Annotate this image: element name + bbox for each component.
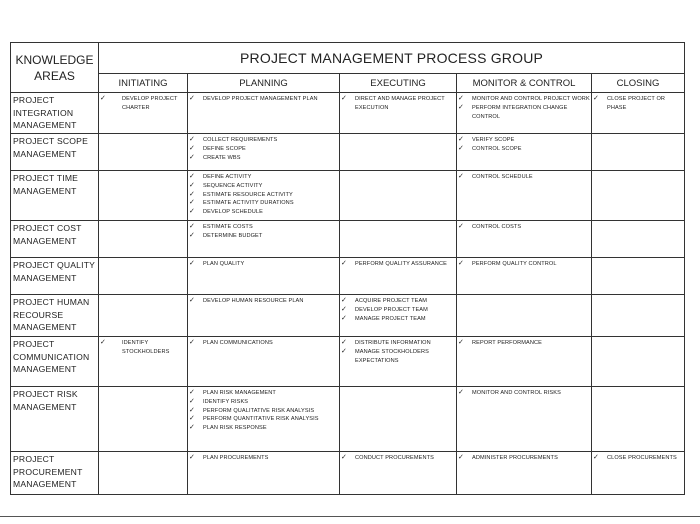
table-title: PROJECT MANAGEMENT PROCESS GROUP [99, 43, 685, 74]
process-name: DIRECT AND MANAGE PROJECT EXECUTION [355, 96, 445, 111]
checkmark-icon: ✓ [458, 339, 464, 346]
process-item [457, 104, 591, 122]
process-item [457, 95, 591, 104]
process-list [457, 258, 591, 269]
cell-initiating [99, 295, 188, 337]
checkmark-icon: ✓ [341, 347, 347, 355]
process-item [188, 398, 339, 407]
knowledge-area-label: PROJECT PROCUREMENT MANAGEMENT [11, 452, 99, 495]
page-bottom-rule [0, 516, 700, 517]
process-item [457, 223, 591, 232]
checkmark-icon: ✓ [189, 397, 195, 405]
checkmark-icon: ✓ [189, 454, 195, 461]
cell-planning [188, 93, 340, 134]
knowledge-area-label: PROJECT COMMUNICATION MANAGEMENT [11, 337, 99, 387]
process-list [188, 337, 339, 348]
checkmark-icon: ✓ [189, 136, 195, 143]
table-row [11, 171, 685, 221]
checkmark-icon: ✓ [341, 305, 347, 313]
process-item [188, 136, 339, 145]
process-item [188, 208, 339, 217]
cell-initiating [99, 221, 188, 258]
checkmark-icon: ✓ [593, 95, 599, 102]
table-row [11, 134, 685, 171]
cell-closing [592, 295, 685, 337]
checkmark-icon: ✓ [189, 260, 195, 267]
process-item [340, 260, 456, 269]
process-list [188, 387, 339, 433]
process-item [457, 454, 591, 463]
process-list [592, 93, 684, 113]
process-name: ACQUIRE PROJECT TEAM [355, 298, 428, 304]
checkmark-icon: ✓ [458, 144, 464, 152]
process-list [457, 337, 591, 348]
checkmark-icon: ✓ [341, 297, 347, 304]
process-name: PLAN PROCUREMENTS [203, 455, 269, 461]
table-row [11, 295, 685, 337]
phase-header-initiating: INITIATING [99, 74, 188, 93]
process-name: PLAN RISK MANAGEMENT [203, 390, 276, 396]
process-name: VERIFY SCOPE [472, 137, 515, 143]
process-item [188, 223, 339, 232]
checkmark-icon: ✓ [100, 339, 106, 346]
cell-monitor-control [457, 387, 592, 452]
knowledge-area-label: PROJECT TIME MANAGEMENT [11, 171, 99, 221]
process-item [188, 199, 339, 208]
table-row [11, 387, 685, 452]
process-name: CLOSE PROJECT OR PHASE [607, 96, 666, 111]
phase-header-closing: CLOSING [592, 74, 685, 93]
process-name: DEVELOP PROJECT MANAGEMENT PLAN [203, 96, 318, 102]
process-list [340, 295, 456, 323]
phase-header-planning: PLANNING [188, 74, 340, 93]
process-item [188, 154, 339, 163]
checkmark-icon: ✓ [458, 223, 464, 230]
knowledge-area-label: PROJECT RISK MANAGEMENT [11, 387, 99, 452]
cell-planning [188, 258, 340, 295]
process-list [188, 452, 339, 463]
checkmark-icon: ✓ [189, 424, 195, 432]
process-list [340, 337, 456, 365]
checkmark-icon: ✓ [458, 454, 464, 461]
process-name: PLAN QUALITY [203, 261, 245, 267]
process-name: DETERMINE BUDGET [203, 232, 263, 239]
cell-closing [592, 258, 685, 295]
process-list [457, 93, 591, 121]
cell-executing [340, 258, 457, 295]
table-row [11, 452, 685, 495]
table-row [11, 337, 685, 387]
phase-header-executing: EXECUTING [340, 74, 457, 93]
process-item [188, 415, 339, 424]
cell-executing [340, 295, 457, 337]
table-row [11, 93, 685, 134]
process-list [457, 221, 591, 232]
cell-initiating [99, 93, 188, 134]
process-name: PERFORM QUALITY CONTROL [472, 261, 557, 267]
process-name: COLLECT REQUIREMENTS [203, 137, 278, 143]
process-name: PERFORM QUALITY ASSURANCE [355, 261, 447, 267]
checkmark-icon: ✓ [189, 190, 195, 198]
process-item [188, 232, 339, 241]
process-item [340, 454, 456, 463]
cell-closing [592, 134, 685, 171]
cell-planning [188, 387, 340, 452]
checkmark-icon: ✓ [189, 181, 195, 189]
process-item [188, 407, 339, 416]
process-item [188, 389, 339, 398]
checkmark-icon: ✓ [458, 260, 464, 267]
process-list [457, 171, 591, 182]
process-name: PERFORM INTEGRATION CHANGE CONTROL [472, 104, 568, 120]
process-group-table [10, 42, 685, 495]
cell-closing [592, 387, 685, 452]
matrix-body [11, 93, 685, 495]
process-item [457, 136, 591, 145]
checkmark-icon: ✓ [458, 389, 464, 396]
cell-monitor-control [457, 452, 592, 495]
process-list [188, 171, 339, 217]
process-item [188, 297, 339, 306]
cell-planning [188, 134, 340, 171]
process-name: PLAN COMMUNICATIONS [203, 340, 273, 346]
cell-executing [340, 337, 457, 387]
process-item [457, 389, 591, 398]
process-list [99, 93, 187, 113]
process-item [188, 260, 339, 269]
checkmark-icon: ✓ [341, 95, 347, 102]
cell-executing [340, 134, 457, 171]
process-name: DEVELOP PROJECT TEAM [355, 306, 428, 313]
process-name: MONITOR AND CONTROL PROJECT WORK [472, 96, 590, 102]
checkmark-icon: ✓ [458, 136, 464, 143]
process-item [188, 173, 339, 182]
process-list [340, 452, 456, 463]
process-name: DEVELOP SCHEDULE [203, 209, 263, 216]
process-item [340, 297, 456, 306]
process-name: DEVELOP HUMAN RESOURCE PLAN [203, 298, 304, 304]
process-item [592, 95, 684, 113]
process-name: DEVELOP PROJECT CHARTER [122, 96, 178, 111]
process-list [457, 387, 591, 398]
cell-initiating [99, 134, 188, 171]
process-name: CLOSE PROCUREMENTS [607, 455, 677, 461]
process-list [457, 134, 591, 154]
cell-initiating [99, 387, 188, 452]
checkmark-icon: ✓ [593, 454, 599, 461]
cell-monitor-control [457, 171, 592, 221]
cell-monitor-control [457, 221, 592, 258]
phase-header-monitor-control: MONITOR & CONTROL [457, 74, 592, 93]
checkmark-icon: ✓ [458, 103, 464, 111]
checkmark-icon: ✓ [341, 454, 347, 461]
process-name: MANAGE STOCKHOLDERS EXPECTATIONS [355, 348, 429, 364]
process-item [457, 260, 591, 269]
process-list [188, 221, 339, 241]
cell-planning [188, 337, 340, 387]
table-row [11, 258, 685, 295]
cell-executing [340, 452, 457, 495]
checkmark-icon: ✓ [189, 415, 195, 423]
checkmark-icon: ✓ [341, 339, 347, 346]
process-name: ESTIMATE RESOURCE ACTIVITY [203, 191, 293, 198]
cell-executing [340, 171, 457, 221]
process-name: PLAN RISK RESPONSE [203, 425, 267, 432]
process-item [340, 339, 456, 348]
checkmark-icon: ✓ [189, 223, 195, 230]
cell-monitor-control [457, 93, 592, 134]
checkmark-icon: ✓ [189, 144, 195, 152]
process-name: CONTROL SCHEDULE [472, 174, 533, 180]
cell-closing [592, 452, 685, 495]
process-item [340, 306, 456, 315]
process-name: ESTIMATE COSTS [203, 224, 253, 230]
cell-initiating [99, 258, 188, 295]
process-item [99, 339, 187, 357]
process-list [188, 258, 339, 269]
checkmark-icon: ✓ [189, 339, 195, 346]
process-name: CONDUCT PROCUREMENTS [355, 455, 434, 461]
checkmark-icon: ✓ [189, 297, 195, 304]
cell-closing [592, 337, 685, 387]
process-name: ADMINISTER PROCUREMENTS [472, 455, 558, 461]
process-name: IDENTIFY RISKS [203, 398, 249, 405]
process-item [340, 348, 456, 366]
process-name: CONTROL COSTS [472, 224, 522, 230]
cell-monitor-control [457, 295, 592, 337]
process-list [340, 93, 456, 113]
process-name: DEFINE SCOPE [203, 145, 246, 152]
checkmark-icon: ✓ [189, 173, 195, 180]
process-list [188, 134, 339, 162]
checkmark-icon: ✓ [341, 314, 347, 322]
process-item [188, 145, 339, 154]
process-item [188, 191, 339, 200]
cell-planning [188, 452, 340, 495]
process-item [340, 315, 456, 324]
process-name: PERFORM QUALITATIVE RISK ANALYSIS [203, 407, 315, 414]
process-list [99, 337, 187, 357]
process-item [457, 145, 591, 154]
table-row [11, 221, 685, 258]
process-item [188, 182, 339, 191]
knowledge-area-label: PROJECT INTEGRATION MANAGEMENT [11, 93, 99, 134]
process-item [188, 424, 339, 433]
checkmark-icon: ✓ [341, 260, 347, 267]
process-item [340, 95, 456, 113]
cell-planning [188, 295, 340, 337]
checkmark-icon: ✓ [100, 95, 106, 102]
process-item [188, 95, 339, 104]
process-name: MANAGE PROJECT TEAM [355, 315, 426, 322]
process-name: DEFINE ACTIVITY [203, 174, 252, 180]
knowledge-area-label: PROJECT QUALITY MANAGEMENT [11, 258, 99, 295]
checkmark-icon: ✓ [189, 199, 195, 207]
process-item [592, 454, 684, 463]
process-item [188, 339, 339, 348]
cell-initiating [99, 452, 188, 495]
cell-executing [340, 221, 457, 258]
cell-monitor-control [457, 134, 592, 171]
cell-initiating [99, 337, 188, 387]
cell-monitor-control [457, 337, 592, 387]
knowledge-areas-header: KNOWLEDGE AREAS [11, 43, 99, 93]
cell-closing [592, 221, 685, 258]
process-item [457, 173, 591, 182]
knowledge-area-label: PROJECT COST MANAGEMENT [11, 221, 99, 258]
process-name: ESTIMATE ACTIVITY DURATIONS [203, 200, 294, 207]
process-list [340, 258, 456, 269]
process-name: REPORT PERFORMANCE [472, 340, 542, 346]
checkmark-icon: ✓ [189, 153, 195, 161]
checkmark-icon: ✓ [189, 208, 195, 216]
checkmark-icon: ✓ [189, 231, 195, 239]
knowledge-area-label: PROJECT HUMAN RECOURSE MANAGEMENT [11, 295, 99, 337]
process-item [188, 454, 339, 463]
process-name: PERFORM QUANTITATIVE RISK ANALYSIS [203, 416, 319, 423]
cell-closing [592, 171, 685, 221]
process-item [99, 95, 187, 113]
process-name: DISTRIBUTE INFORMATION [355, 340, 431, 346]
process-group-matrix [10, 42, 684, 502]
cell-monitor-control [457, 258, 592, 295]
process-name: SEQUENCE ACTIVITY [203, 182, 263, 189]
checkmark-icon: ✓ [458, 95, 464, 102]
checkmark-icon: ✓ [458, 173, 464, 180]
process-list [188, 93, 339, 104]
checkmark-icon: ✓ [189, 406, 195, 414]
cell-closing [592, 93, 685, 134]
process-name: IDENTIFY STOCKHOLDERS [122, 340, 170, 355]
cell-planning [188, 221, 340, 258]
process-list [592, 452, 684, 463]
cell-planning [188, 171, 340, 221]
checkmark-icon: ✓ [189, 95, 195, 102]
process-name: CONTROL SCOPE [472, 145, 522, 152]
cell-executing [340, 93, 457, 134]
checkmark-icon: ✓ [189, 389, 195, 396]
process-name: MONITOR AND CONTROL RISKS [472, 390, 561, 396]
cell-initiating [99, 171, 188, 221]
knowledge-area-label: PROJECT SCOPE MANAGEMENT [11, 134, 99, 171]
process-item [457, 339, 591, 348]
cell-executing [340, 387, 457, 452]
process-list [188, 295, 339, 306]
process-name: CREATE WBS [203, 154, 241, 161]
process-list [457, 452, 591, 463]
